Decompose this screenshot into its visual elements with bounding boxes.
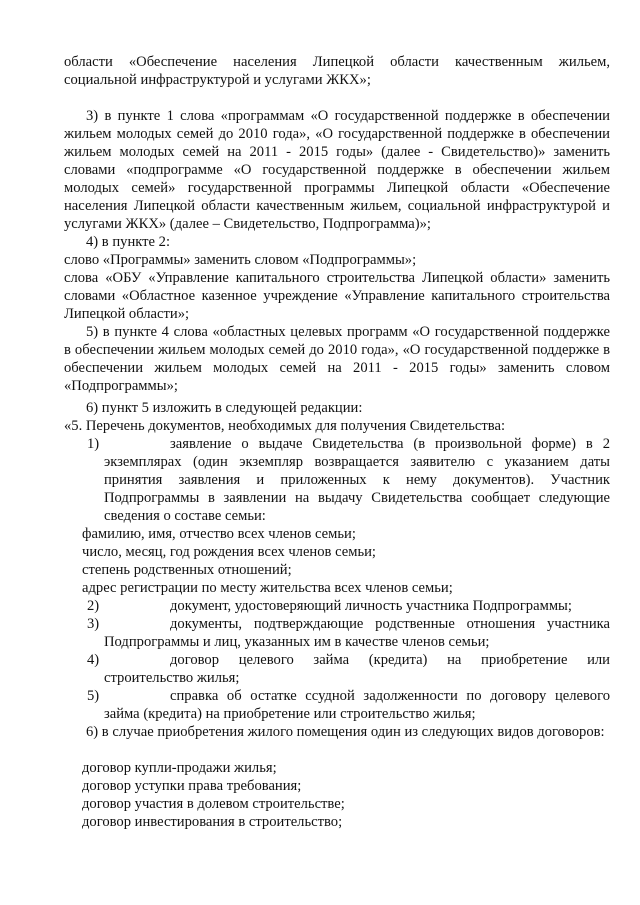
list-number-3: 3): [87, 616, 100, 632]
contract-type-4: договор инвестирования в строительство;: [82, 814, 343, 830]
list-item-1-first-line: заявление о выдаче Свидетельства (в произвольной форме) в 2: [170, 436, 610, 452]
paragraph-item-6b: 6) в случае приобретения жилого помещения один из следующих видов договоров:: [86, 724, 605, 740]
contract-type-3: договор участия в долевом строительстве;: [82, 796, 345, 812]
family-info-1: фамилию, имя, отчество всех членов семьи;: [82, 526, 356, 542]
list-number-5: 5): [87, 688, 100, 704]
paragraph-item-6: 6) пункт 5 изложить в следующей редакции:: [86, 400, 363, 416]
family-info-2: число, месяц, год рождения всех членов семьи;: [82, 544, 376, 560]
paragraph-intro: области «Обеспечение населения Липецкой области качественным жильем, социальной инфраструктурой и услугами ЖКХ»;: [64, 54, 610, 88]
list-item-4-continuation: строительство жилья;: [104, 670, 240, 686]
list-number-2: 2): [87, 598, 100, 614]
list-number-1: 1): [87, 436, 100, 452]
contract-type-1: договор купли-продажи жилья;: [82, 760, 277, 776]
list-item-5-first-line: справка об остатке ссудной задолженности по договору целевого: [170, 688, 610, 704]
list-item-3-first-line: документы, подтверждающие родственные отношения участника: [170, 616, 610, 632]
list-number-4: 4): [87, 652, 100, 668]
list-item-1-continuation: экземплярах (один экземпляр возвращается заявителю с указанием даты принятия заявления и приложенных к нему документов). Участник Подпрограммы в заявлении на выдачу Свидетельства сообщает следующие сведения о составе семьи:: [104, 454, 610, 524]
contract-type-2: договор уступки права требования;: [82, 778, 302, 794]
paragraph-item-3: 3) в пункте 1 слова «программам «О государственной поддержке в обеспечении жильем молодых семей до 2010 года», «О государственной поддержке в обеспечении жильем молодых семей на 2011 - 2015 годы» (далее - Свидетельство)» заменить словами «подпрограмме «О государственной поддержке в обеспечении жильем молодых семей» государственной программы Липецкой области «Обеспечение населения Липецкой области качественным жильем, социальной инфраструктурой и услугами ЖКХ» (далее – Свидетельство, Подпрограмма)»;: [64, 108, 610, 232]
paragraph-item-4: 4) в пункте 2:: [86, 234, 171, 250]
paragraph-item-4b: слова «ОБУ «Управление капитального строительства Липецкой области» заменить словами «Областное казенное учреждение «Управление капитального строительства Липецкой области»;: [64, 270, 610, 322]
list-item-2: документ, удостоверяющий личность участника Подпрограммы;: [170, 598, 572, 614]
list-item-5-continuation: займа (кредита) на приобретение или строительство жилья;: [104, 706, 476, 722]
paragraph-item-4a: слово «Программы» заменить словом «Подпрограммы»;: [64, 252, 417, 268]
family-info-4: адрес регистрации по месту жительства всех членов семьи;: [82, 580, 453, 596]
family-info-3: степень родственных отношений;: [82, 562, 292, 578]
paragraph-item-5: 5) в пункте 4 слова «областных целевых программ «О государственной поддержке в обеспечении жильем молодых семей до 2010 года», «О государственной поддержке в обеспечении жильем молодых семей на 2011 - 2015 годы» заменить словом «Подпрограммы»;: [64, 324, 610, 394]
paragraph-item-6a: «5. Перечень документов, необходимых для получения Свидетельства:: [64, 418, 506, 434]
list-item-3-continuation: Подпрограммы и лиц, указанных им в качестве членов семьи;: [104, 634, 490, 650]
list-item-4-first-line: договор целевого займа (кредита) на приобретение или: [170, 652, 610, 668]
